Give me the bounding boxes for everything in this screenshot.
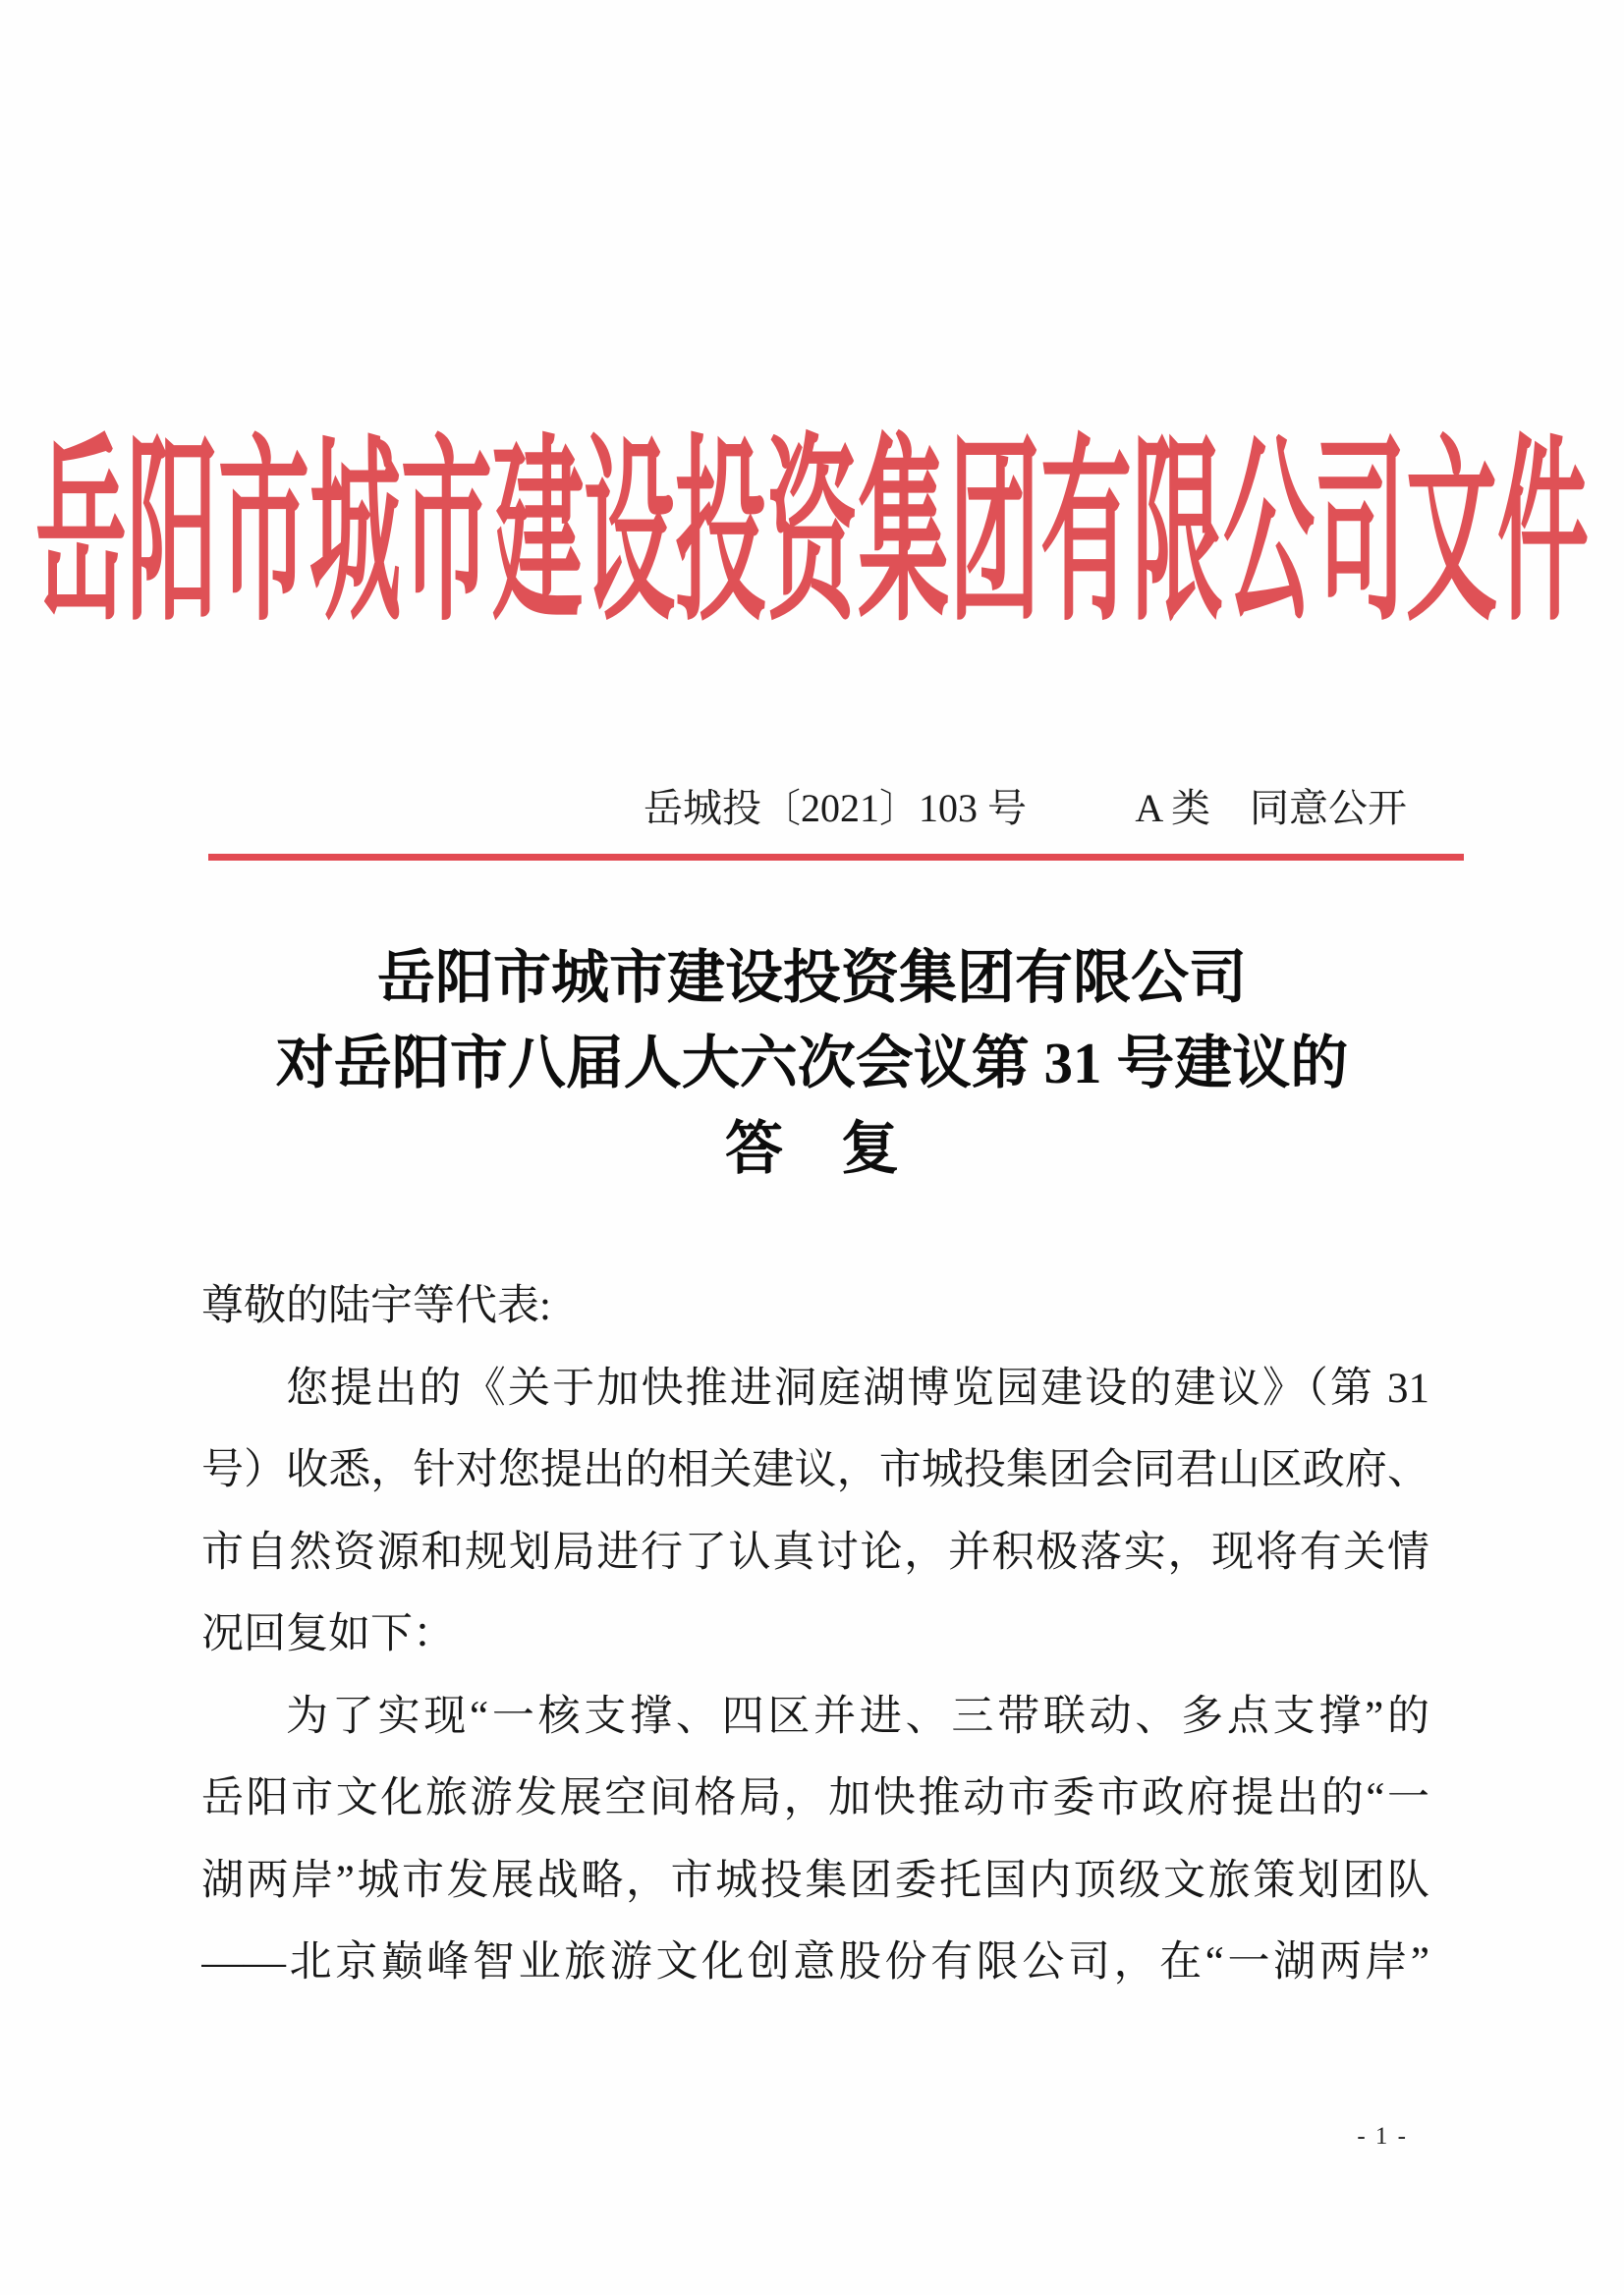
body-line: 况回复如下： bbox=[201, 1611, 455, 1657]
document-title-line-2: 对岳阳市八届人大六次会议第 31 号建议的 bbox=[275, 1031, 1349, 1095]
body-line: 岳阳市文化旅游发展空间格局，加快推动市委市政府提出的“一 bbox=[201, 1775, 1429, 1821]
classification-label: A 类 同意公开 bbox=[1135, 786, 1407, 830]
body-line: 号）收悉，针对您提出的相关建议，市城投集团会同君山区政府、 bbox=[201, 1447, 1429, 1493]
page-number: - 1 - bbox=[1357, 2123, 1408, 2150]
document-number-row bbox=[206, 782, 1464, 835]
document-title-line-3: 答 复 bbox=[724, 1116, 899, 1181]
body-line: ——北京巅峰智业旅游文化创意股份有限公司，在“一湖两岸” bbox=[201, 1939, 1429, 1986]
body-line: 您提出的《关于加快推进洞庭湖博览园建设的建议》（第 31 bbox=[286, 1365, 1429, 1412]
document-number: 岳城投〔2021〕103 号 bbox=[644, 786, 1027, 830]
document-body bbox=[201, 1265, 1429, 2004]
document-title-line-1: 岳阳市城市建设投资集团有限公司 bbox=[376, 945, 1247, 1010]
body-line: 为了实现“一核支撑、四区并进、三带联动、多点支撑”的 bbox=[286, 1693, 1429, 1740]
salutation-line: 尊敬的陆宇等代表: bbox=[201, 1283, 551, 1329]
document-title bbox=[0, 935, 1624, 1192]
body-line: 市自然资源和规划局进行了认真讨论，并积极落实，现将有关情 bbox=[201, 1529, 1429, 1576]
red-letterhead-banner: 岳阳市城市建设投资集团有限公司文件 bbox=[35, 425, 1589, 646]
body-line: 湖两岸”城市发展战略，市城投集团委托国内顶级文旅策划团队 bbox=[201, 1857, 1429, 1904]
red-divider-line bbox=[208, 854, 1464, 861]
